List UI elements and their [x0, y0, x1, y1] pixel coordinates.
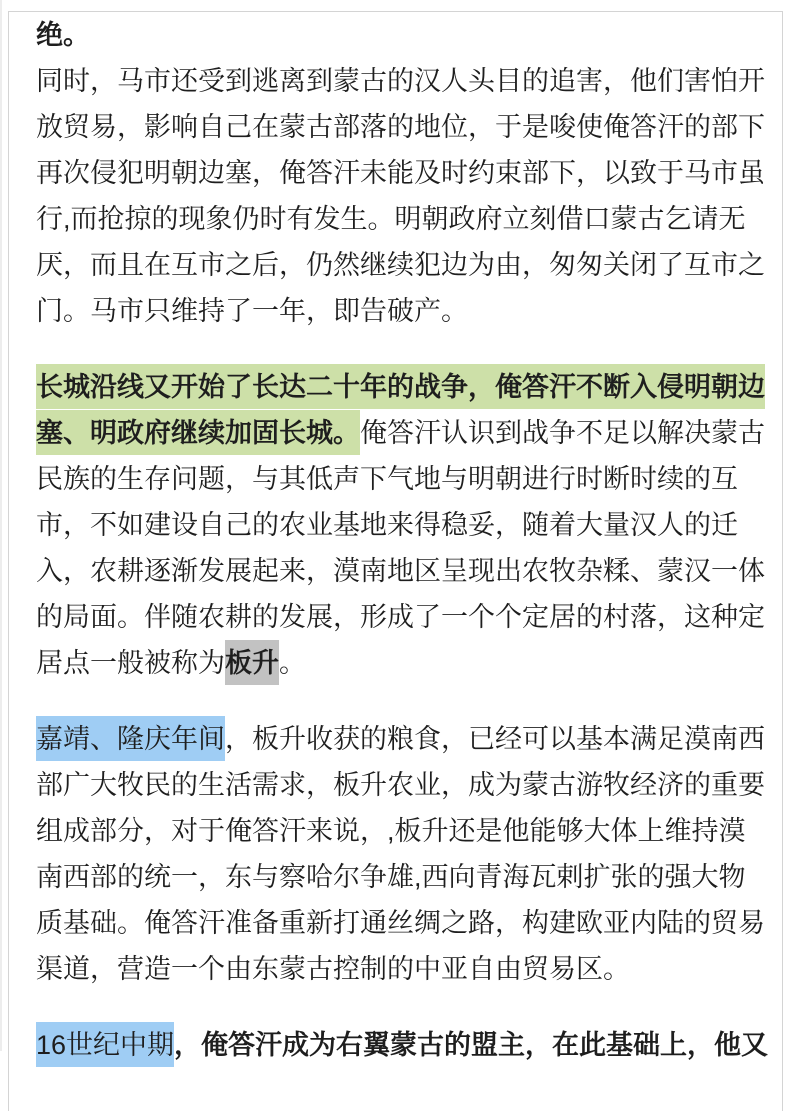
paragraph-great-wall-war — [36, 364, 770, 686]
highlight-gray-term-banshen: 板升 — [225, 640, 279, 685]
paragraph-horse-market: 同时，马市还受到逃离到蒙古的汉人头目的追害，他们害怕开放贸易，影响自己在蒙古部落的地位，于是唆使俺答汗的部下再次侵犯明朝边塞，俺答汗未能及时约束部下，以致于马市虽行,而抢掠的现象仍时有发生。明朝政府立刻借口蒙古乞请无厌，而且在互市之后，仍然继续犯边为由，匆匆关闭了互市之门。马市只维持了一年，即告破产。 — [36, 66, 765, 326]
paragraph-text-period: 。 — [279, 648, 306, 678]
page-left-edge — [0, 0, 2, 1051]
document-content-area — [8, 11, 783, 1111]
paragraph-fragment-jue: 绝。 — [36, 20, 90, 50]
document-text-column — [36, 12, 770, 1068]
paragraph-16th-century-clipped — [36, 1022, 770, 1068]
paragraph-text-bold: ，俺答汗成为右翼蒙古的盟主，在此基础上，他又 — [174, 1030, 769, 1060]
highlight-green-war-sentence: 长城沿线又开始了长达二十年的战争，俺答汗不断入侵明朝边塞、明政府继续加固长城。 — [36, 364, 765, 455]
highlight-blue-16th-century: 16世纪中期 — [36, 1022, 174, 1067]
highlight-blue-era-jiajing: 嘉靖、隆庆年间 — [36, 716, 225, 761]
paragraph-text: 俺答汗认识到战争不足以解决蒙古民族的生存问题，与其低声下气地与明朝进行时断时续的互市，不如建设自己的农业基地来得稳妥，随着大量汉人的迁入，农耕逐渐发展起来，漠南地区呈现出农牧杂糅、蒙汉一体的局面。伴随农耕的发展，形成了一个个定居的村落，这种定居点一般被称为 — [36, 418, 765, 678]
paragraph-jiajing-longqing — [36, 716, 770, 992]
paragraph-text: ，板升收获的粮食，已经可以基本满足漠南西部广大牧民的生活需求，板升农业，成为蒙古游牧经济的重要组成部分，对于俺答汗来说，,板升还是他能够大体上维持漠南西部的统一，东与察哈尔争雄,西向青海瓦剌扩张的强大物质基础。俺答汗准备重新打通丝绸之路，构建欧亚内陆的贸易渠道，营造一个由东蒙古控制的中亚自由贸易区。 — [36, 724, 765, 984]
